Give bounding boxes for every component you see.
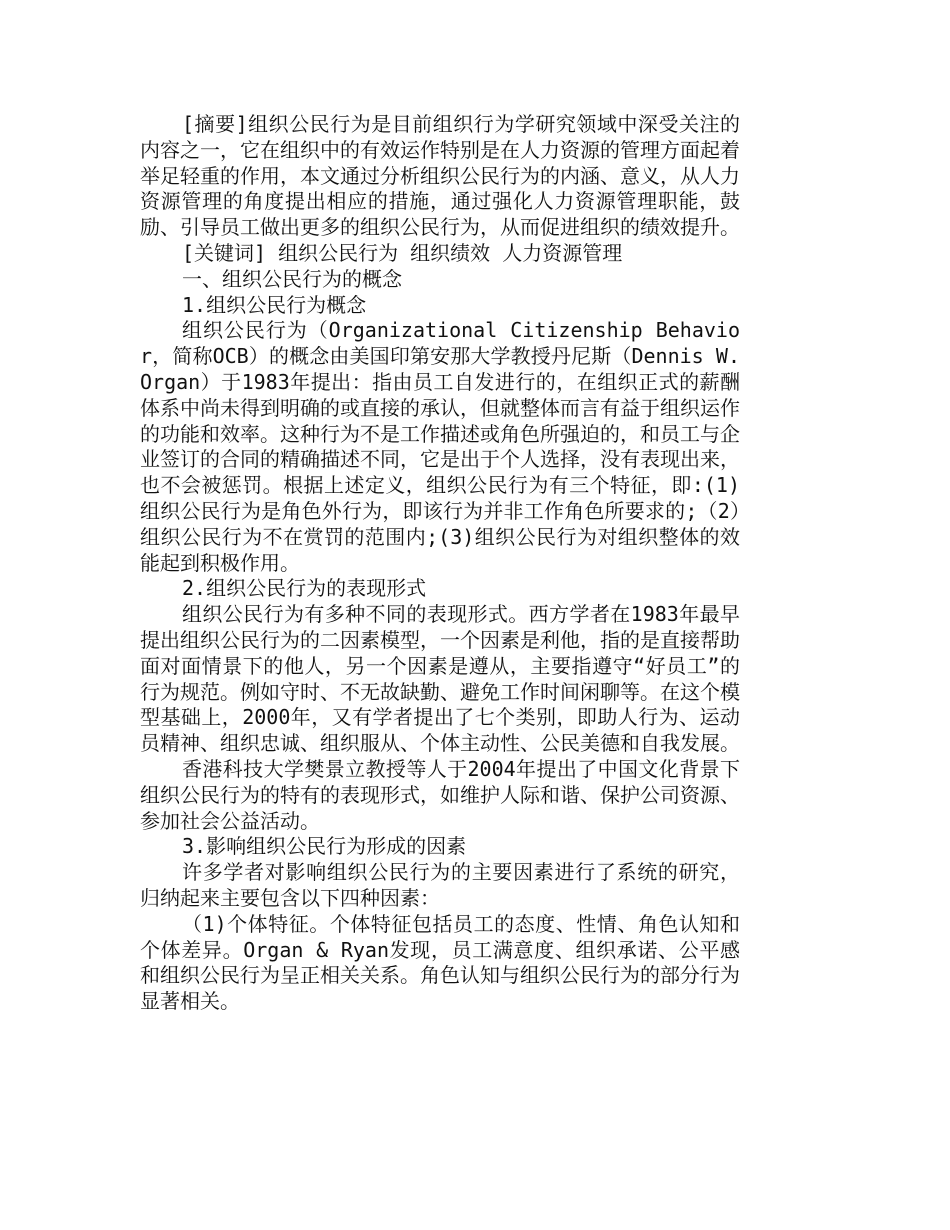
abstract-paragraph: [摘要]组织公民行为是目前组织行为学研究领域中深受关注的内容之一，它在组织中的有效运作特别是在人力资源的管理方面起着举足轻重的作用，本文通过分析组织公民行为的内涵、意义，从人力资源管理的角度提出相应的措施，通过强化人力资源管理职能，鼓励、引导员工做出更多的组织公民行为，从而促进组织的绩效提升。 [140,112,740,240]
document-body [140,112,740,1015]
body-paragraph-definition: 组织公民行为（Organizational Citizenship Behavior，简称OCB）的概念由美国印第安那大学教授丹尼斯（Dennis W.Organ）于1983年提出：指由员工自发进行的，在组织正式的薪酬体系中尚未得到明确的或直接的承认，但就整体而言有益于组织运作的功能和效率。这种行为不是工作描述或角色所强迫的，和员工与企业签订的合同的精确描述不同，它是出于个人选择，没有表现出来，也不会被惩罚。根据上述定义，组织公民行为有三个特征，即:(1)组织公民行为是角色外行为，即该行为并非工作角色所要求的;（2）组织公民行为不在赏罚的范围内;(3)组织公民行为对组织整体的效能起到积极作用。 [140,318,740,575]
subsection-heading-1-3: 3.影响组织公民行为形成的因素 [182,834,467,859]
body-paragraph-factors: 许多学者对影响组织公民行为的主要因素进行了系统的研究，归纳起来主要包含以下四种因素： [140,860,740,910]
section-heading-1: 一、组织公民行为的概念 [182,266,402,291]
body-paragraph-forms: 组织公民行为有多种不同的表现形式。西方学者在1983年最早提出组织公民行为的二因素模型，一个因素是利他，指的是直接帮助面对面情景下的他人，另一个因素是遵从，主要指遵守“好员工”的行为规范。例如守时、不无故缺勤、避免工作时间闲聊等。在这个模型基础上，2000年，又有学者提出了七个类别，即助人行为、运动员精神、组织忠诚、组织服从、个体主动性、公民美德和自我发展。 [140,602,740,756]
keywords-paragraph: [关键词] 组织公民行为 组织绩效 人力资源管理 [182,240,623,265]
body-paragraph-hkust: 香港科技大学樊景立教授等人于2004年提出了中国文化背景下组织公民行为的特有的表现形式，如维护人际和谐、保护公司资源、参加社会公益活动。 [140,756,740,833]
subsection-heading-1-1: 1.组织公民行为概念 [182,292,367,317]
subsection-heading-1-2: 2.组织公民行为的表现形式 [182,576,427,601]
body-paragraph-individual: （1)个体特征。个体特征包括员工的态度、性情、角色认知和个体差异。Organ & Ryan发现，员工满意度、组织承诺、公平感和组织公民行为呈正相关关系。角色认知与组织公民行为的部分行为显著相关。 [140,911,740,1014]
